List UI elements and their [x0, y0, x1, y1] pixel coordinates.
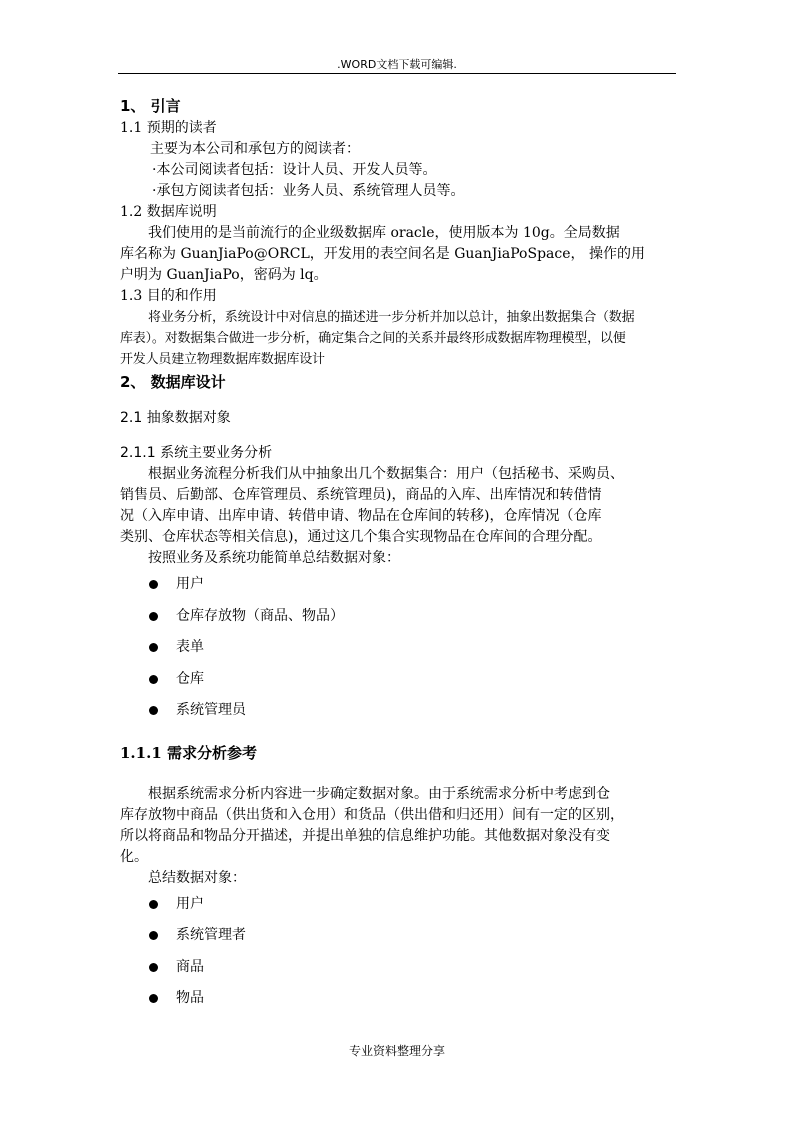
bullet-icon: [149, 931, 158, 940]
section-1-1-1-heading: 1.1.1 需求分析参考: [120, 743, 257, 762]
list-item: 商品: [120, 957, 676, 978]
section-1-heading: 1、 引言: [120, 97, 181, 115]
page-footer: 专业资料整理分享: [348, 1044, 445, 1058]
list-item: 用户: [120, 574, 676, 595]
section-2-heading: 2、 数据库设计: [120, 373, 226, 391]
list-item: 系统管理员: [120, 700, 676, 721]
header-divider: [118, 73, 676, 74]
list-item: 物品: [120, 988, 676, 1009]
document-body: [120, 94, 676, 1020]
requirements-line: 根据系统需求分析内容进一步确定数据对象。由于系统需求分析中考虑到仓: [148, 785, 610, 802]
requirements-summary: 总结数据对象：: [148, 869, 246, 886]
readers-item: ·承包方阅读者包括：业务人员、系统管理人员等。: [152, 183, 465, 199]
business-analysis-line: 类别、仓库状态等相关信息)，通过这几个集合实现物品在仓库间的合理分配。: [120, 529, 602, 545]
data-objects-summary: 按照业务及系统功能简单总结数据对象：: [148, 550, 400, 566]
list-item: 用户: [120, 894, 676, 915]
requirements-line: 所以将商品和物品分开描述，并提出单独的信息维护功能。其他数据对象没有变: [120, 827, 610, 844]
section-1-1-heading: 1.1 预期的读者: [120, 120, 217, 136]
readers-item: ·本公司阅读者包括：设计人员、开发人员等。: [152, 162, 437, 178]
purpose-line: 开发人员建立物理数据库数据库设计: [120, 352, 325, 367]
section-1-3-heading: 1.3 目的和作用: [120, 288, 217, 304]
list-item: 仓库: [120, 669, 676, 690]
db-description-line: 库名称为 GuanJiaPo@ORCL，开发用的表空间名是 GuanJiaPoSpace， 操作的用: [120, 246, 645, 262]
summary-objects-list: [120, 894, 676, 1010]
requirements-line: 库存放物中商品（供出货和入仓用）和货品（供出借和归还用）间有一定的区别，: [120, 806, 624, 823]
requirements-line: 化。: [120, 848, 148, 865]
data-objects-list: [120, 574, 676, 721]
purpose-line: 将业务分析，系统设计中对信息的描述进一步分析并加以总计，抽象出数据集合（数据: [148, 310, 635, 325]
bullet-icon: [149, 580, 158, 589]
section-1-2-heading: 1.2 数据库说明: [120, 204, 217, 220]
bullet-icon: [149, 963, 158, 972]
bullet-icon: [149, 994, 158, 1003]
db-description-line: 我们使用的是当前流行的企业级数据库 oracle，使用版本为 10g。全局数据: [148, 225, 620, 241]
section-2-1-1-heading: 2.1.1 系统主要业务分析: [120, 445, 273, 461]
list-item: 表单: [120, 637, 676, 658]
business-analysis-line: 况（入库申请、出库申请、转借申请、物品在仓库间的转移)，仓库情况（仓库: [120, 508, 602, 524]
bullet-icon: [149, 706, 158, 715]
section-2-1-heading: 2.1 抽象数据对象: [120, 410, 231, 426]
list-item: 仓库存放物（商品、物品）: [120, 606, 676, 627]
page-header: .WORD文档下载可编辑.: [337, 58, 457, 71]
db-description-line: 户明为 GuanJiaPo，密码为 lq。: [120, 267, 328, 283]
list-item: 系统管理者: [120, 925, 676, 946]
bullet-icon: [149, 900, 158, 909]
bullet-icon: [149, 612, 158, 621]
bullet-icon: [149, 643, 158, 652]
purpose-line: 库表）。对数据集合做进一步分析，确定集合之间的关系并最终形成数据库物理模型，以便: [120, 331, 626, 346]
bullet-icon: [149, 675, 158, 684]
business-analysis-line: 根据业务流程分析我们从中抽象出几个数据集合：用户（包括秘书、采购员、: [148, 466, 624, 482]
business-analysis-line: 销售员、后勤部、仓库管理员、系统管理员)，商品的入库、出库情况和转借情: [120, 487, 602, 503]
readers-intro: 主要为本公司和承包方的阅读者：: [150, 141, 360, 157]
